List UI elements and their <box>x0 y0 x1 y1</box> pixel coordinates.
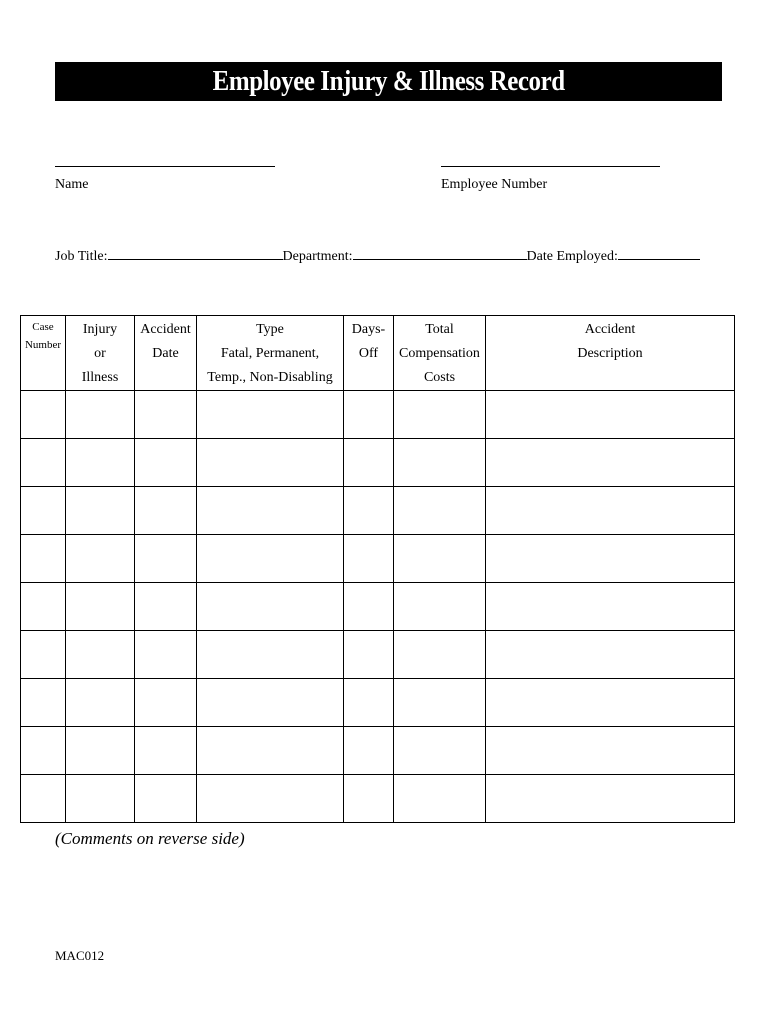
header-accident-date: Accident Date <box>135 316 197 391</box>
department-label: Department: <box>282 249 353 264</box>
table-cell[interactable] <box>66 487 135 535</box>
table-cell[interactable] <box>135 583 197 631</box>
table-cell[interactable] <box>344 727 394 775</box>
table-cell[interactable] <box>486 679 735 727</box>
table-cell[interactable] <box>135 535 197 583</box>
table-cell[interactable] <box>344 775 394 823</box>
table-row <box>21 775 735 823</box>
comments-note: (Comments on reverse side) <box>55 829 245 848</box>
table-cell[interactable] <box>486 727 735 775</box>
table-cell[interactable] <box>21 439 66 487</box>
table-cell[interactable] <box>394 439 486 487</box>
employee-number-field-line[interactable] <box>441 166 660 167</box>
header-type: Type Fatal, Permanent, Temp., Non-Disabling <box>197 316 344 391</box>
table-cell[interactable] <box>197 487 344 535</box>
table-row <box>21 631 735 679</box>
job-info-row <box>55 247 700 265</box>
table-cell[interactable] <box>486 583 735 631</box>
header-injury-or-illness: Injury or Illness <box>66 316 135 391</box>
table-body <box>21 391 735 823</box>
table-cell[interactable] <box>66 727 135 775</box>
department-field[interactable] <box>353 247 527 260</box>
table-cell[interactable] <box>66 391 135 439</box>
table-cell[interactable] <box>486 775 735 823</box>
header-days-off: Days- Off <box>344 316 394 391</box>
table-cell[interactable] <box>344 679 394 727</box>
table-cell[interactable] <box>66 583 135 631</box>
table-cell[interactable] <box>394 583 486 631</box>
page-title: Employee Injury & Illness Record <box>212 65 565 97</box>
employee-number-label: Employee Number <box>441 177 548 192</box>
table-row <box>21 583 735 631</box>
table-cell[interactable] <box>394 679 486 727</box>
table-cell[interactable] <box>197 391 344 439</box>
job-title-label: Job Title: <box>55 249 108 264</box>
table-cell[interactable] <box>21 535 66 583</box>
table-cell[interactable] <box>66 631 135 679</box>
table-cell[interactable] <box>394 487 486 535</box>
table-cell[interactable] <box>21 679 66 727</box>
table-cell[interactable] <box>394 535 486 583</box>
table-cell[interactable] <box>486 439 735 487</box>
table-cell[interactable] <box>344 535 394 583</box>
table-cell[interactable] <box>394 631 486 679</box>
table-cell[interactable] <box>66 775 135 823</box>
table-cell[interactable] <box>21 583 66 631</box>
table-cell[interactable] <box>21 631 66 679</box>
name-label: Name <box>55 177 89 192</box>
table-cell[interactable] <box>135 631 197 679</box>
form-code: MAC012 <box>55 948 105 963</box>
table-cell[interactable] <box>135 487 197 535</box>
table-cell[interactable] <box>197 583 344 631</box>
title-bar <box>55 62 722 101</box>
date-employed-field[interactable] <box>618 247 700 260</box>
table-cell[interactable] <box>197 439 344 487</box>
table-cell[interactable] <box>135 775 197 823</box>
table-cell[interactable] <box>486 487 735 535</box>
table-cell[interactable] <box>197 727 344 775</box>
table-cell[interactable] <box>66 535 135 583</box>
table-cell[interactable] <box>394 391 486 439</box>
table-cell[interactable] <box>344 391 394 439</box>
table-row <box>21 727 735 775</box>
table-cell[interactable] <box>21 487 66 535</box>
name-field-line[interactable] <box>55 166 275 167</box>
table-cell[interactable] <box>197 679 344 727</box>
table-cell[interactable] <box>394 727 486 775</box>
table-cell[interactable] <box>394 775 486 823</box>
table-cell[interactable] <box>135 391 197 439</box>
table-cell[interactable] <box>344 487 394 535</box>
header-total-compensation-costs: Total Compensation Costs <box>394 316 486 391</box>
table-cell[interactable] <box>135 727 197 775</box>
table-cell[interactable] <box>197 775 344 823</box>
table-header-row <box>21 316 735 391</box>
table-cell[interactable] <box>486 631 735 679</box>
table-cell[interactable] <box>197 535 344 583</box>
table-cell[interactable] <box>135 439 197 487</box>
table-cell[interactable] <box>66 679 135 727</box>
table-cell[interactable] <box>135 679 197 727</box>
table-cell[interactable] <box>486 535 735 583</box>
injury-record-table <box>20 315 735 823</box>
table-cell[interactable] <box>344 631 394 679</box>
header-case-number: Case Number <box>21 316 66 391</box>
header-accident-description: Accident Description <box>486 316 735 391</box>
table-row <box>21 679 735 727</box>
table-cell[interactable] <box>344 439 394 487</box>
table-cell[interactable] <box>21 727 66 775</box>
date-employed-label: Date Employed: <box>526 249 618 264</box>
table-cell[interactable] <box>21 775 66 823</box>
table-cell[interactable] <box>197 631 344 679</box>
table-row <box>21 439 735 487</box>
table-cell[interactable] <box>486 391 735 439</box>
table-cell[interactable] <box>66 439 135 487</box>
table-row <box>21 487 735 535</box>
table-row <box>21 535 735 583</box>
job-title-field[interactable] <box>108 247 283 260</box>
table-row <box>21 391 735 439</box>
table-cell[interactable] <box>344 583 394 631</box>
table-cell[interactable] <box>21 391 66 439</box>
